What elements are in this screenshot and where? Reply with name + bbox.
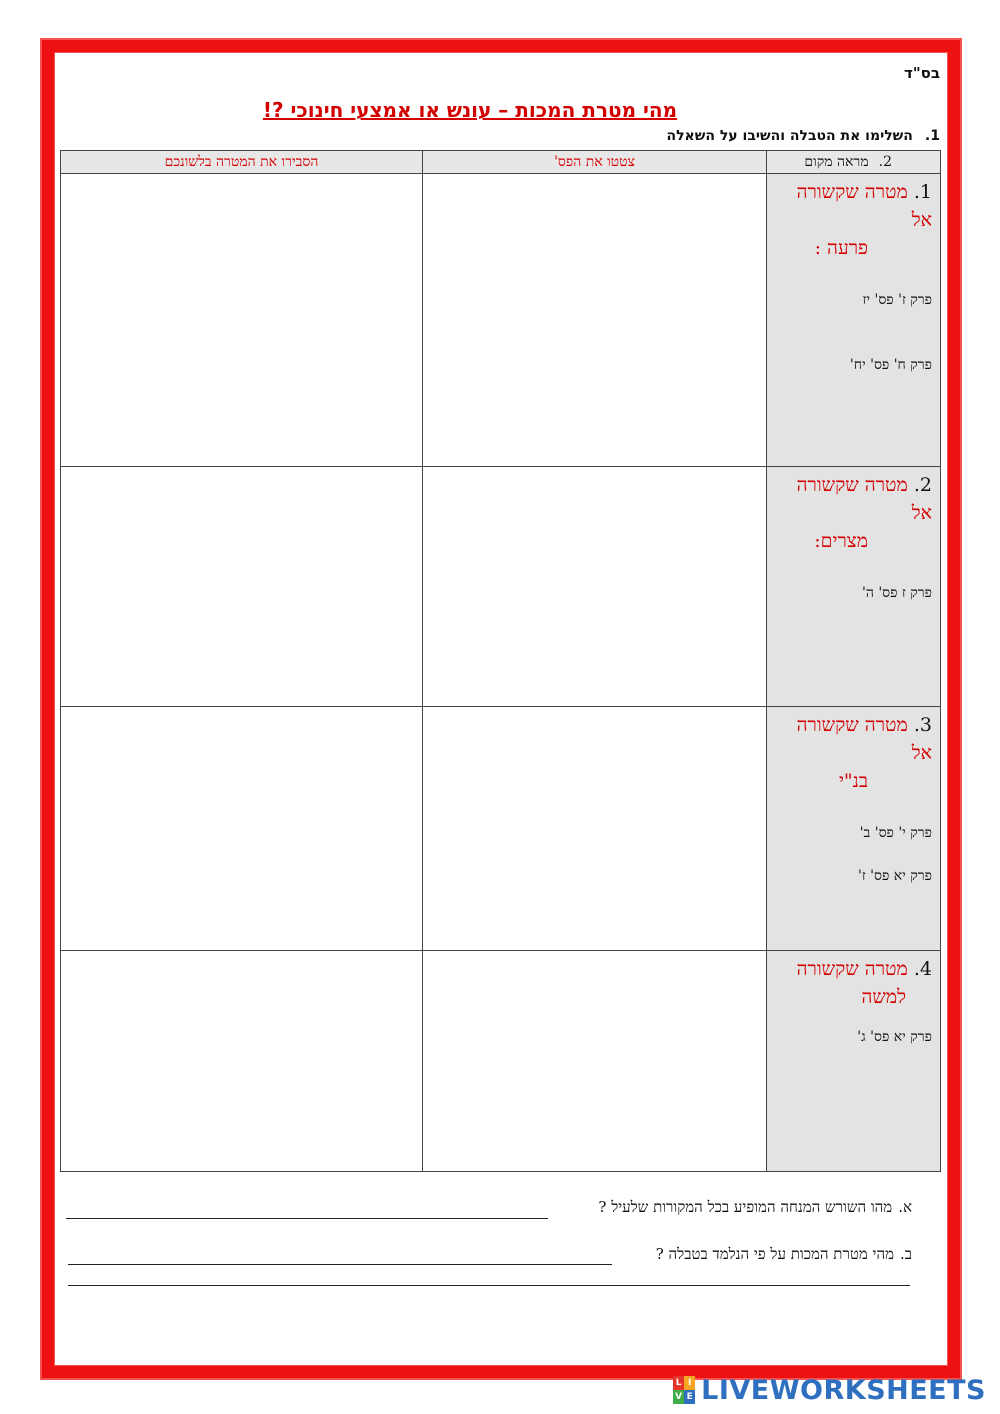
logo-letter: V (673, 1390, 684, 1404)
goal-label (773, 471, 932, 555)
verse-reference: פרק יא פס' ג' (857, 1029, 932, 1045)
explain-answer-cell[interactable] (61, 467, 423, 707)
verse-reference: פרק יא פס' ז' (857, 868, 932, 884)
liveworksheets-logo (673, 1372, 986, 1408)
goal-target: בנ"י (838, 770, 868, 792)
explain-answer-cell[interactable] (61, 174, 423, 467)
question-text: מהו השורש המנחה המופיע בכל המקורות שלעיל ? (598, 1198, 893, 1216)
instruction (666, 128, 940, 144)
goal-text: מטרה שקשורה אל (796, 181, 932, 231)
goal-target: פרעה : (814, 237, 868, 259)
quote-answer-cell[interactable] (423, 174, 767, 467)
row-number: 2. (913, 474, 932, 496)
question-letter: ב. (900, 1245, 912, 1263)
question-text: מהי מטרת המכות על פי הנלמד בטבלה ? (655, 1245, 894, 1263)
goal-text: מטרה שקשורה אל (796, 714, 932, 764)
table-row (61, 707, 941, 951)
quote-answer-cell[interactable] (423, 467, 767, 707)
worksheet-table (60, 150, 941, 1172)
logo-letter: L (673, 1376, 684, 1390)
bsd-header: בס"ד (904, 64, 940, 82)
liveworksheets-logo-text: LIVEWORKSHEETS (701, 1374, 986, 1406)
goal-target: למשה (861, 986, 906, 1008)
source-cell (767, 467, 941, 707)
goal-target: מצרים: (814, 530, 868, 552)
quote-answer-cell[interactable] (423, 707, 767, 951)
header-source-number: 2. (878, 153, 892, 170)
header-source-label: מראה מקום (804, 153, 869, 170)
row-number: 4. (913, 958, 932, 980)
table-row (61, 174, 941, 467)
question-b (656, 1245, 912, 1264)
goal-label (773, 711, 932, 795)
verse-reference: פרק י' פס' ב' (859, 825, 932, 841)
instruction-number: 1. (924, 128, 940, 144)
source-cell (767, 174, 941, 467)
answer-line-b-extra[interactable] (68, 1285, 910, 1286)
row-number: 1. (913, 181, 932, 203)
row-number: 3. (913, 714, 932, 736)
goal-text: מטרה שקשורה אל (796, 474, 932, 524)
page-title: מהי מטרת המכות – עונש או אמצעי חינוכי ?! (262, 98, 678, 122)
explain-answer-cell[interactable] (61, 951, 423, 1172)
liveworksheets-logo-icon (673, 1376, 695, 1404)
logo-letter: E (684, 1390, 695, 1404)
table-row (61, 951, 941, 1172)
quote-answer-cell[interactable] (423, 951, 767, 1172)
question-a (598, 1198, 912, 1217)
goal-label (773, 178, 932, 262)
header-explain: הסבירו את המטרה בלשונכם (61, 151, 423, 174)
instruction-text: השלימו את הטבלה והשיבו על השאלה (666, 128, 913, 144)
verse-reference: פרק ח' פס' יח' (849, 357, 932, 373)
verse-reference: פרק ז' פס' יז (862, 292, 932, 308)
verse-reference: פרק ז פס' ה' (861, 585, 932, 601)
table-row (61, 467, 941, 707)
header-quote: צטטו את הפס' (423, 151, 767, 174)
header-source (767, 151, 941, 174)
goal-label (773, 955, 932, 1011)
logo-letter: I (684, 1376, 695, 1390)
goal-text: מטרה שקשורה (796, 958, 908, 980)
source-cell (767, 707, 941, 951)
answer-line-a[interactable] (66, 1218, 548, 1219)
question-letter: א. (898, 1198, 912, 1216)
table-header-row (61, 151, 941, 174)
source-cell (767, 951, 941, 1172)
explain-answer-cell[interactable] (61, 707, 423, 951)
answer-line-b[interactable] (68, 1264, 612, 1265)
